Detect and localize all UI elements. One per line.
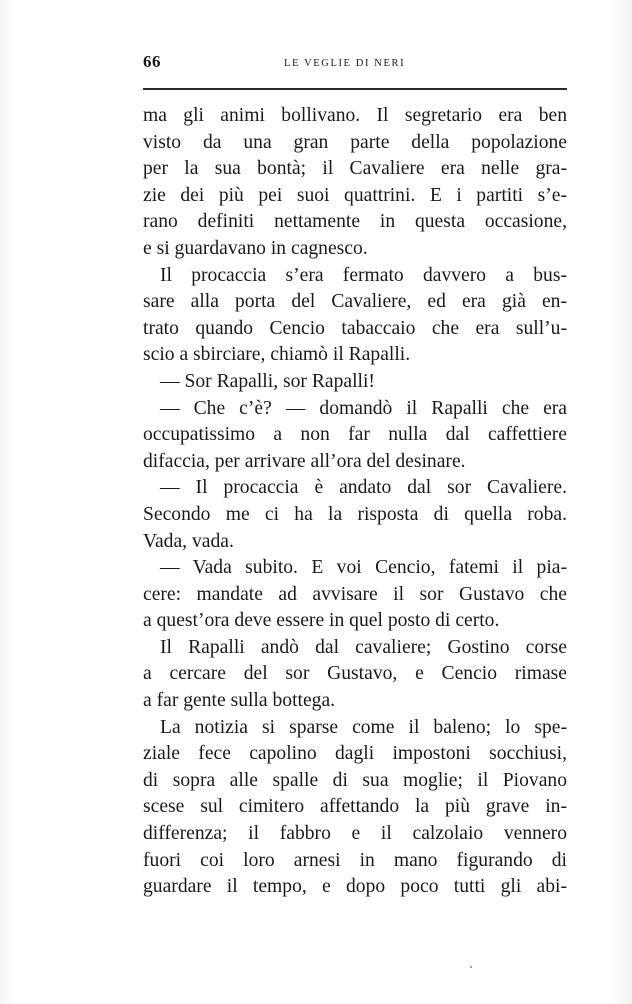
text-line: — Il procaccia è andato dal sor Cavaliere. xyxy=(160,477,567,499)
text-line: ziale fece capolino dagli impostoni socchiusi, xyxy=(143,743,567,765)
text-line: a cercare del sor Gustavo, e Cencio rimase xyxy=(143,663,567,685)
body-text xyxy=(143,103,567,901)
text-line: Secondo me ci ha la risposta di quella roba. xyxy=(143,503,567,525)
text-line: — Sor Rapalli, sor Rapalli! xyxy=(160,370,375,392)
text-line: trato quando Cencio tabaccaio che era sull’u- xyxy=(143,317,567,339)
text-line: Il Rapalli andò dal cavaliere; Gostino corse xyxy=(160,636,567,658)
paper-speck xyxy=(470,966,472,968)
text-line: La notizia si sparse come il baleno; lo spe- xyxy=(160,716,567,738)
page-number: 66 xyxy=(143,52,161,71)
text-line: occupatissimo a non far nulla dal caffettiere xyxy=(143,424,567,446)
text-line: cere: mandate ad avvisare il sor Gustavo che xyxy=(143,583,567,605)
header-rule xyxy=(143,88,567,90)
text-line: difaccia, per arrivare all’ora del desinare. xyxy=(143,450,466,472)
text-line: ma gli animi bollivano. Il segretario era ben xyxy=(143,105,567,126)
text-line: Il procaccia s’era fermato davvero a bus- xyxy=(160,264,567,286)
text-line: Vada, vada. xyxy=(143,530,234,552)
text-line: scese sul cimitero affettando la più grave in- xyxy=(143,796,567,818)
text-line: visto da una gran parte della popolazione xyxy=(143,131,567,153)
running-head: LE VEGLIE DI NERI xyxy=(284,58,406,69)
text-line: rano definiti nettamente in questa occasione, xyxy=(143,211,567,233)
text-line: zie dei più pei suoi quattrini. E i partiti s’e- xyxy=(143,184,567,206)
text-line: di sopra alle spalle di sua moglie; il Piovano xyxy=(143,769,567,791)
text-line: fuori coi loro arnesi in mano figurando di xyxy=(143,849,567,871)
text-line: differenza; il fabbro e il calzolaio vennero xyxy=(143,823,567,845)
text-line: e si guardavano in cagnesco. xyxy=(143,237,368,259)
text-line: a far gente sulla bottega. xyxy=(143,690,336,712)
text-line: — Vada subito. E voi Cencio, fatemi il pia- xyxy=(160,557,567,579)
text-line: per la sua bontà; il Cavaliere era nelle gra- xyxy=(143,158,567,180)
text-line: scio a sbirciare, chiamò il Rapalli. xyxy=(143,344,411,366)
text-line: a quest’ora deve essere in quel posto di certo. xyxy=(143,610,500,632)
text-line: sare alla porta del Cavaliere, ed era già en- xyxy=(143,291,567,313)
text-line: — Che c’è? — domandò il Rapalli che era xyxy=(160,397,567,419)
text-line: guardare il tempo, e dopo poco tutti gli abi- xyxy=(143,876,567,898)
page-header xyxy=(143,50,567,74)
